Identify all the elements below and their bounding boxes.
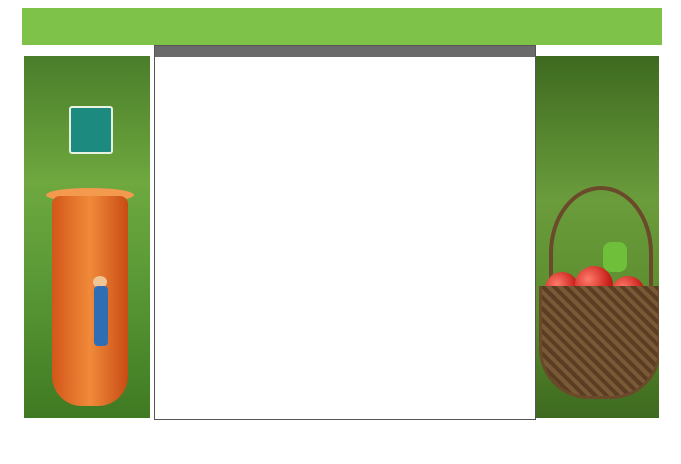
menu-table — [154, 45, 536, 420]
header-banner — [22, 8, 662, 45]
menu-sheet — [22, 8, 662, 418]
wicker-basket — [539, 286, 659, 399]
menu-header — [155, 46, 535, 57]
apple-basket-photo — [535, 56, 659, 418]
kid-figure — [603, 242, 627, 272]
boot-photo — [24, 56, 150, 418]
api-logo — [69, 106, 113, 154]
gardener-figure — [94, 286, 108, 346]
orange-boot — [52, 196, 128, 406]
